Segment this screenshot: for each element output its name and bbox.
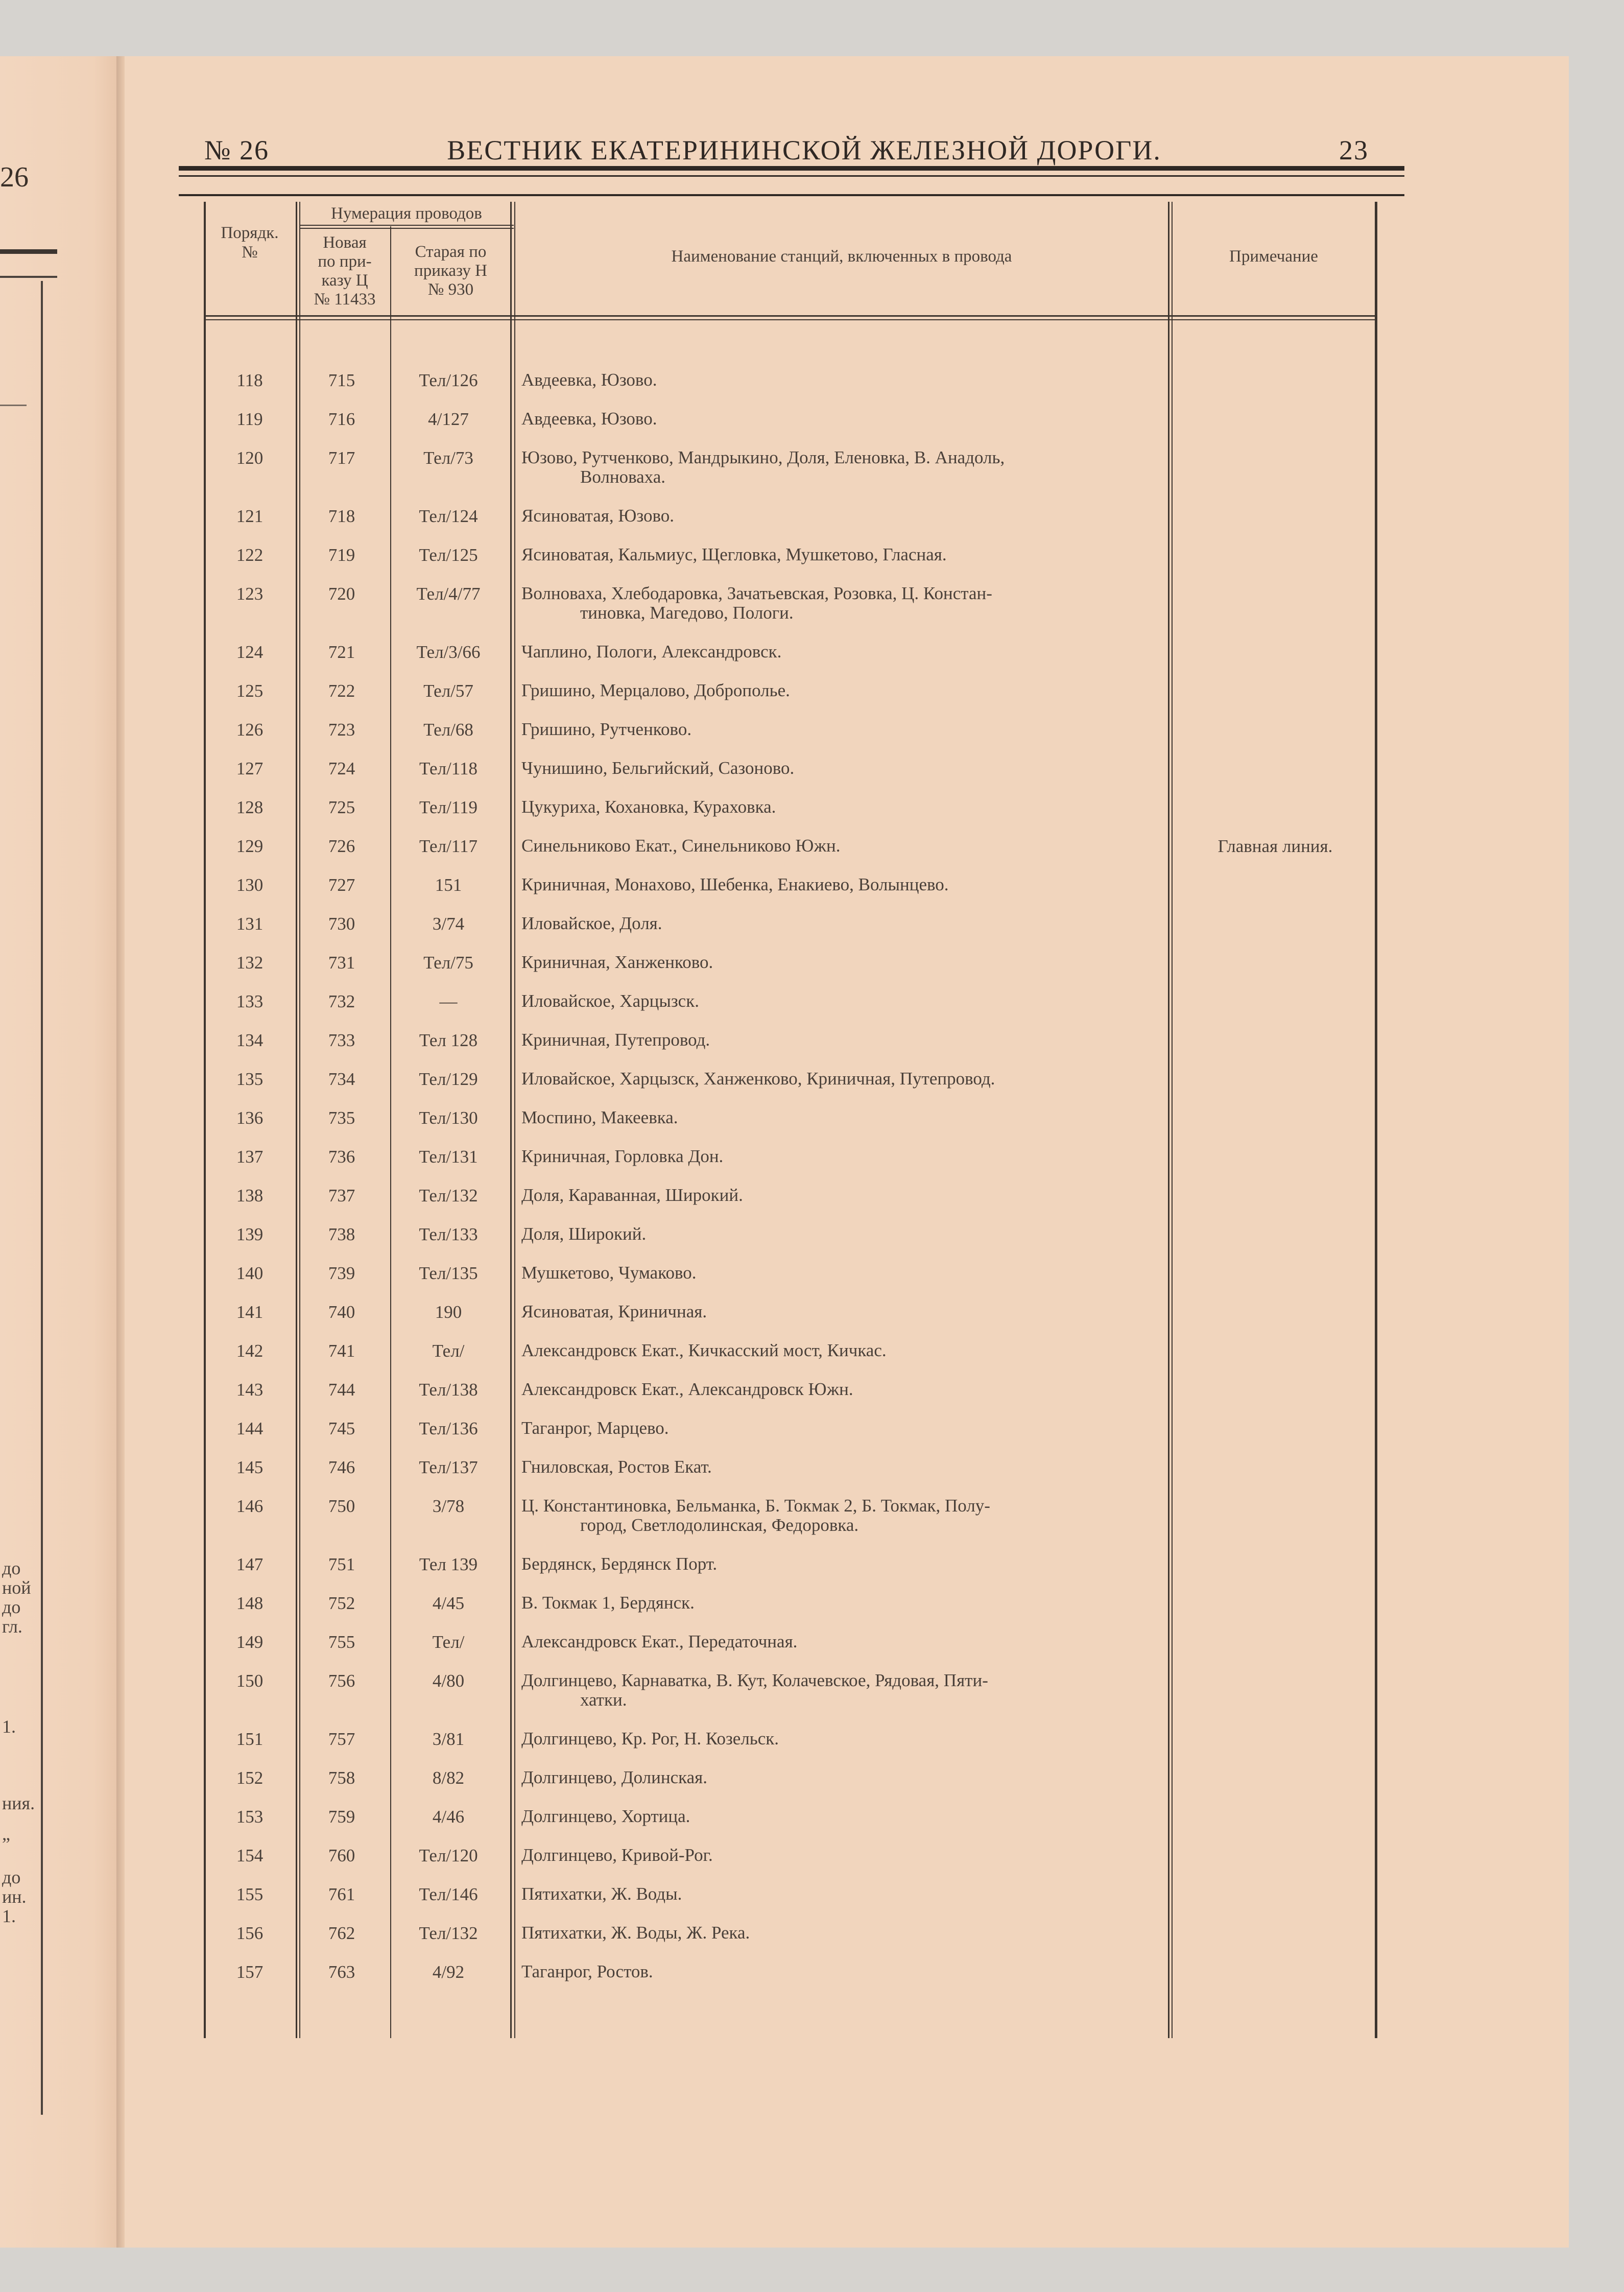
left-page-fragment: до (2, 1558, 21, 1578)
row-stations (521, 759, 1364, 778)
table-row (204, 875, 1378, 913)
table-row (204, 797, 1378, 835)
row-stations-line: Криничная, Монахово, Шебенка, Енакиево, Волынцево. (521, 875, 949, 894)
table-row (204, 1846, 1378, 1883)
row-stations-line: Доля, Караванная, Широкий. (521, 1185, 743, 1205)
row-old-wire-number: Тел/133 (419, 1224, 478, 1244)
row-stations-line: Долгинцево, Хортица. (521, 1806, 690, 1826)
row-order-number: 120 (236, 448, 264, 468)
table-row (204, 1768, 1378, 1806)
row-stations-continuation: тиновка, Магедово, Пологи. (580, 603, 794, 623)
left-page-number: 26 (0, 161, 29, 193)
note-main-line: Главная линия. (1217, 836, 1333, 856)
header-rule-thick (179, 166, 1404, 171)
row-order-number: 155 (236, 1884, 264, 1904)
row-order-number: 142 (236, 1341, 264, 1361)
row-new-wire-number: 730 (328, 914, 355, 934)
row-order-number: 150 (236, 1671, 264, 1691)
row-old-wire-number: 4/80 (432, 1671, 465, 1691)
row-order-number: 135 (236, 1069, 264, 1089)
row-order-number: 134 (236, 1030, 264, 1050)
row-stations (521, 1069, 1364, 1089)
row-new-wire-number: 715 (328, 370, 355, 390)
row-order-number: 153 (236, 1807, 264, 1827)
row-old-wire-number: Тел/119 (419, 797, 477, 817)
table-row (204, 1923, 1378, 1961)
row-new-wire-number: 722 (328, 681, 355, 701)
row-order-number: 144 (236, 1419, 264, 1438)
row-stations (521, 1108, 1364, 1127)
row-order-number: 133 (236, 991, 264, 1011)
row-stations-line: Иловайское, Харцызск, Ханженково, Криничная, Путепровод. (521, 1069, 995, 1089)
row-stations (521, 1807, 1364, 1826)
row-old-wire-number: Тел/132 (419, 1186, 478, 1206)
row-stations-line: Бердянск, Бердянск Порт. (521, 1554, 718, 1574)
table-row (204, 1962, 1378, 2000)
row-stations-line: Александровск Екат., Александровск Южн. (521, 1379, 853, 1399)
row-stations-continuation: Волноваха. (580, 467, 666, 487)
row-old-wire-number: Тел/68 (423, 720, 473, 740)
header-order-sign: № (242, 243, 258, 262)
row-new-wire-number: 740 (328, 1302, 355, 1322)
header-new-text: казу Ц (321, 271, 368, 290)
row-new-wire-number: 757 (328, 1729, 355, 1749)
row-stations-line: Александровск Екат., Кичкасский мост, Кичкас. (521, 1340, 887, 1360)
row-order-number: 146 (236, 1496, 264, 1516)
row-new-wire-number: 762 (328, 1923, 355, 1943)
row-stations-continuation: хатки. (580, 1690, 627, 1710)
row-old-wire-number: 4/127 (428, 409, 469, 429)
header-group-rule (299, 228, 514, 229)
row-order-number: 136 (236, 1108, 264, 1128)
wires-table (204, 202, 1378, 2041)
row-stations-line: Юзово, Рутченково, Мандрыкино, Доля, Еленовка, В. Анадоль, (521, 447, 1005, 467)
row-stations-continuation: город, Светлодолинская, Федоровка. (580, 1515, 859, 1535)
row-old-wire-number: Тел/120 (419, 1846, 478, 1865)
left-page-edge (0, 56, 116, 2248)
row-old-wire-number: 4/46 (432, 1807, 465, 1827)
header-bottom-rule (204, 319, 1377, 320)
row-order-number: 137 (236, 1147, 264, 1167)
row-old-wire-number: Тел/138 (419, 1380, 478, 1400)
row-stations (521, 1302, 1364, 1321)
row-old-wire-number: 151 (435, 875, 462, 895)
row-old-wire-number: Тел/73 (423, 448, 473, 468)
row-order-number: 157 (236, 1962, 264, 1982)
row-old-wire-number: Тел/117 (419, 836, 477, 856)
row-old-wire-number: Тел/130 (419, 1108, 478, 1128)
row-stations-line: Ясиноватая, Кальмиус, Щегловка, Мушкетово, Гласная. (521, 545, 947, 564)
header-new-number (299, 233, 390, 309)
row-stations (521, 1341, 1364, 1360)
table-row (204, 1457, 1378, 1495)
table-row (204, 584, 1378, 622)
row-order-number: 122 (236, 545, 264, 565)
row-new-wire-number: 723 (328, 720, 355, 740)
page-number: 23 (1339, 135, 1369, 166)
row-stations (521, 448, 1364, 487)
row-stations (521, 914, 1364, 933)
row-old-wire-number: Тел/132 (419, 1923, 478, 1943)
table-row (204, 1186, 1378, 1223)
table-row (204, 1380, 1378, 1417)
row-stations-line: Мушкетово, Чумаково. (521, 1263, 697, 1283)
row-new-wire-number: 716 (328, 409, 355, 429)
row-order-number: 129 (236, 836, 264, 856)
table-row (204, 545, 1378, 583)
row-old-wire-number: 3/74 (432, 914, 465, 934)
row-stations-line: Пятихатки, Ж. Воды, Ж. Река. (521, 1923, 750, 1943)
row-stations (521, 1671, 1364, 1710)
header-old-text: Старая по (415, 243, 487, 261)
row-new-wire-number: 732 (328, 991, 355, 1011)
row-old-wire-number: Тел/4/77 (416, 584, 481, 604)
row-order-number: 138 (236, 1186, 264, 1206)
row-stations (521, 1923, 1364, 1943)
row-stations-line: Моспино, Макеевка. (521, 1107, 678, 1127)
row-stations (521, 875, 1364, 894)
table-row (204, 1554, 1378, 1592)
row-old-wire-number: 190 (435, 1302, 462, 1322)
row-stations-line: Чаплино, Пологи, Александровск. (521, 642, 782, 661)
journal-title: ВЕСТНИК ЕКАТЕРИНИНСКОЙ ЖЕЛЕЗНОЙ ДОРОГИ. (447, 135, 1161, 166)
row-stations (521, 506, 1364, 526)
page-header (204, 134, 1369, 170)
left-page-column-line (41, 281, 43, 2115)
row-new-wire-number: 755 (328, 1632, 355, 1652)
row-stations (521, 991, 1364, 1011)
row-old-wire-number: Тел/ (432, 1632, 465, 1652)
row-order-number: 124 (236, 642, 264, 662)
row-old-wire-number: 4/45 (432, 1593, 465, 1613)
row-new-wire-number: 759 (328, 1807, 355, 1827)
left-page-table-rule (0, 276, 57, 278)
row-new-wire-number: 719 (328, 545, 355, 565)
row-order-number: 148 (236, 1593, 264, 1613)
row-order-number: 125 (236, 681, 264, 701)
row-new-wire-number: 733 (328, 1030, 355, 1050)
row-order-number: 123 (236, 584, 264, 604)
header-group-rule (299, 225, 514, 226)
row-new-wire-number: 760 (328, 1846, 355, 1865)
row-stations-line: Чунишино, Бельгийский, Сазоново. (521, 758, 795, 778)
row-stations (521, 1380, 1364, 1399)
header-rule-thin (179, 175, 1404, 177)
table-row (204, 1884, 1378, 1922)
row-stations (521, 545, 1364, 564)
row-new-wire-number: 758 (328, 1768, 355, 1788)
table-row (204, 1263, 1378, 1301)
row-stations-line: Иловайское, Доля. (521, 913, 662, 933)
row-stations-line: Синельниково Екат., Синельниково Южн. (521, 836, 841, 856)
table-row (204, 642, 1378, 680)
row-stations-line: Пятихатки, Ж. Воды. (521, 1884, 682, 1904)
row-old-wire-number: Тел/125 (419, 545, 478, 565)
row-stations (521, 681, 1364, 700)
row-stations-line: Долгинцево, Кривой-Рог. (521, 1845, 713, 1865)
row-stations-line: Таганрог, Ростов. (521, 1962, 653, 1981)
row-old-wire-number: Тел 139 (419, 1554, 478, 1574)
row-new-wire-number: 724 (328, 759, 355, 778)
table-row (204, 1419, 1378, 1456)
row-stations (521, 1224, 1364, 1244)
row-stations (521, 1496, 1364, 1535)
row-new-wire-number: 739 (328, 1263, 355, 1283)
row-old-wire-number: Тел/75 (423, 953, 473, 973)
row-old-wire-number: Тел/ (432, 1341, 465, 1361)
row-order-number: 156 (236, 1923, 264, 1943)
table-row (204, 1147, 1378, 1185)
table-row (204, 1302, 1378, 1340)
row-old-wire-number: Тел/3/66 (416, 642, 481, 662)
header-order (204, 223, 296, 262)
row-stations-line: Криничная, Горловка Дон. (521, 1146, 724, 1166)
row-order-number: 128 (236, 797, 264, 817)
row-order-number: 151 (236, 1729, 264, 1749)
row-order-number: 130 (236, 875, 264, 895)
left-page-fragment: ной (2, 1577, 31, 1598)
row-order-number: 139 (236, 1224, 264, 1244)
row-stations (521, 1263, 1364, 1283)
table-row (204, 1729, 1378, 1767)
row-stations (521, 409, 1364, 429)
header-new-text: по при- (318, 252, 372, 271)
row-old-wire-number: Тел/126 (419, 370, 478, 390)
row-stations-line: Криничная, Ханженково. (521, 952, 713, 972)
left-page-header-rule (0, 249, 57, 254)
issue-number: № 26 (204, 135, 270, 166)
row-stations-line: Гниловская, Ростов Екат. (521, 1457, 712, 1477)
row-old-wire-number: Тел/136 (419, 1419, 478, 1438)
table-row (204, 681, 1378, 719)
left-page-fragment: ” (2, 1834, 10, 1854)
row-stations (521, 1147, 1364, 1166)
table-row (204, 991, 1378, 1029)
row-old-wire-number: Тел/124 (419, 506, 478, 526)
row-stations (521, 1457, 1364, 1477)
left-page-fragment: ин. (2, 1886, 27, 1907)
row-order-number: 149 (236, 1632, 264, 1652)
row-stations (521, 642, 1364, 661)
header-stations: Наименование станций, включенных в провода (671, 247, 1012, 266)
row-old-wire-number: 3/81 (432, 1729, 465, 1749)
row-new-wire-number: 720 (328, 584, 355, 604)
row-stations-line: Криничная, Путепровод. (521, 1030, 710, 1050)
row-old-wire-number: Тел/146 (419, 1884, 478, 1904)
row-stations (521, 1884, 1364, 1904)
row-order-number: 143 (236, 1380, 264, 1400)
row-order-number: 140 (236, 1263, 264, 1283)
table-row (204, 370, 1378, 408)
row-old-wire-number: Тел/135 (419, 1263, 478, 1283)
table-row (204, 1108, 1378, 1146)
row-old-wire-number: — (439, 991, 458, 1011)
table-row (204, 720, 1378, 758)
header-note: Примечание (1229, 247, 1318, 266)
row-stations (521, 720, 1364, 739)
row-stations (521, 797, 1364, 817)
row-new-wire-number: 727 (328, 875, 355, 895)
row-order-number: 132 (236, 953, 264, 973)
row-order-number: 127 (236, 759, 264, 778)
table-row (204, 759, 1378, 796)
row-stations (521, 1846, 1364, 1865)
table-row (204, 1496, 1378, 1534)
table-row (204, 1069, 1378, 1107)
page-gutter (116, 56, 125, 2248)
row-new-wire-number: 763 (328, 1962, 355, 1982)
table-row (204, 953, 1378, 990)
row-stations-line: Долгинцево, Карнаватка, В. Кут, Колачевское, Рядовая, Пяти- (521, 1670, 988, 1690)
row-new-wire-number: 746 (328, 1457, 355, 1477)
row-stations (521, 953, 1364, 972)
row-stations-line: Долгинцево, Долинская. (521, 1767, 707, 1787)
row-stations (521, 1593, 1364, 1613)
header-new-text: № 11433 (314, 290, 376, 309)
table-row (204, 914, 1378, 952)
table-row (204, 1224, 1378, 1262)
row-stations (521, 1962, 1364, 1981)
row-order-number: 131 (236, 914, 264, 934)
row-old-wire-number: 8/82 (432, 1768, 465, 1788)
table-row (204, 1671, 1378, 1709)
left-page-fragment: 1. (2, 1906, 16, 1926)
row-stations (521, 370, 1364, 390)
left-page-fragment: 1. (2, 1716, 16, 1737)
row-new-wire-number: 750 (328, 1496, 355, 1516)
row-old-wire-number: Тел/118 (419, 759, 477, 778)
row-order-number: 152 (236, 1768, 264, 1788)
row-stations-line: Гришино, Рутченково. (521, 719, 692, 739)
table-top-rule (179, 194, 1404, 196)
row-new-wire-number: 738 (328, 1224, 355, 1244)
row-new-wire-number: 726 (328, 836, 355, 856)
row-new-wire-number: 761 (328, 1884, 355, 1904)
row-stations-line: В. Токмак 1, Бердянск. (521, 1593, 695, 1613)
row-stations (521, 1554, 1364, 1574)
row-new-wire-number: 734 (328, 1069, 355, 1089)
left-page-fragment: до (2, 1597, 21, 1617)
row-stations-line: Долгинцево, Кр. Рог, Н. Козельск. (521, 1729, 779, 1748)
row-stations-line: Таганрог, Марцево. (521, 1418, 669, 1438)
table-row (204, 1593, 1378, 1631)
left-page-fragment: гл. (2, 1616, 22, 1637)
row-stations-line: Иловайское, Харцызск. (521, 991, 699, 1011)
header-old-text: приказу Н (414, 262, 487, 280)
row-new-wire-number: 717 (328, 448, 355, 468)
row-stations-line: Ц. Константиновка, Бельманка, Б. Токмак 2, Б. Токмак, Полу- (521, 1496, 990, 1516)
left-page-fragment: до (2, 1867, 21, 1887)
row-stations-line: Ясиноватая, Криничная. (521, 1302, 707, 1321)
row-stations-line: Авдеевка, Юзово. (521, 409, 657, 429)
row-new-wire-number: 718 (328, 506, 355, 526)
table-row (204, 1632, 1378, 1670)
table-row (204, 409, 1378, 447)
row-stations (521, 1419, 1364, 1438)
row-new-wire-number: 731 (328, 953, 355, 973)
row-old-wire-number: Тел/129 (419, 1069, 478, 1089)
header-old-text: № 930 (427, 280, 474, 299)
header-wire-numbering: Нумерация проводов (331, 204, 482, 223)
row-new-wire-number: 735 (328, 1108, 355, 1128)
row-new-wire-number: 752 (328, 1593, 355, 1613)
header-old-number (391, 243, 510, 299)
row-order-number: 126 (236, 720, 264, 740)
row-new-wire-number: 745 (328, 1419, 355, 1438)
row-stations-line: Цукуриха, Кохановка, Кураховка. (521, 797, 776, 817)
row-order-number: 147 (236, 1554, 264, 1574)
row-stations-line: Александровск Екат., Передаточная. (521, 1632, 798, 1651)
row-stations (521, 1186, 1364, 1205)
row-old-wire-number: 4/92 (432, 1962, 465, 1982)
header-bottom-rule (204, 315, 1377, 317)
row-order-number: 154 (236, 1846, 264, 1865)
row-new-wire-number: 751 (328, 1554, 355, 1574)
row-order-number: 118 (236, 370, 263, 390)
row-old-wire-number: Тел 128 (419, 1030, 478, 1050)
row-old-wire-number: Тел/131 (419, 1147, 478, 1167)
row-stations (521, 1768, 1364, 1787)
row-new-wire-number: 741 (328, 1341, 355, 1361)
row-stations-line: Ясиноватая, Юзово. (521, 506, 675, 526)
left-page-fragment: ния. (2, 1793, 35, 1813)
row-stations (521, 584, 1364, 623)
row-stations-line: Гришино, Мерцалово, Доброполье. (521, 680, 790, 700)
left-page-table-rule-2 (0, 405, 27, 406)
row-old-wire-number: Тел/57 (423, 681, 473, 701)
row-old-wire-number: Тел/137 (419, 1457, 478, 1477)
row-new-wire-number: 736 (328, 1147, 355, 1167)
row-stations (521, 1030, 1364, 1050)
table-row (204, 1030, 1378, 1068)
row-new-wire-number: 744 (328, 1380, 355, 1400)
row-stations-line: Авдеевка, Юзово. (521, 370, 657, 390)
table-row (204, 448, 1378, 486)
row-new-wire-number: 725 (328, 797, 355, 817)
row-order-number: 145 (236, 1457, 264, 1477)
header-order-text: Порядк. (221, 224, 279, 242)
row-stations (521, 1729, 1364, 1748)
table-row (204, 506, 1378, 544)
table-row (204, 1341, 1378, 1379)
row-new-wire-number: 737 (328, 1186, 355, 1206)
header-new-text: Новая (323, 233, 367, 252)
row-order-number: 141 (236, 1302, 264, 1322)
row-old-wire-number: 3/78 (432, 1496, 465, 1516)
row-stations-line: Волноваха, Хлебодаровка, Зачатьевская, Розовка, Ц. Констан- (521, 583, 992, 603)
row-order-number: 121 (236, 506, 264, 526)
row-new-wire-number: 756 (328, 1671, 355, 1691)
row-stations-line: Доля, Широкий. (521, 1224, 647, 1244)
table-row (204, 1807, 1378, 1845)
row-stations (521, 1632, 1364, 1651)
row-order-number: 119 (236, 409, 263, 429)
row-new-wire-number: 721 (328, 642, 355, 662)
